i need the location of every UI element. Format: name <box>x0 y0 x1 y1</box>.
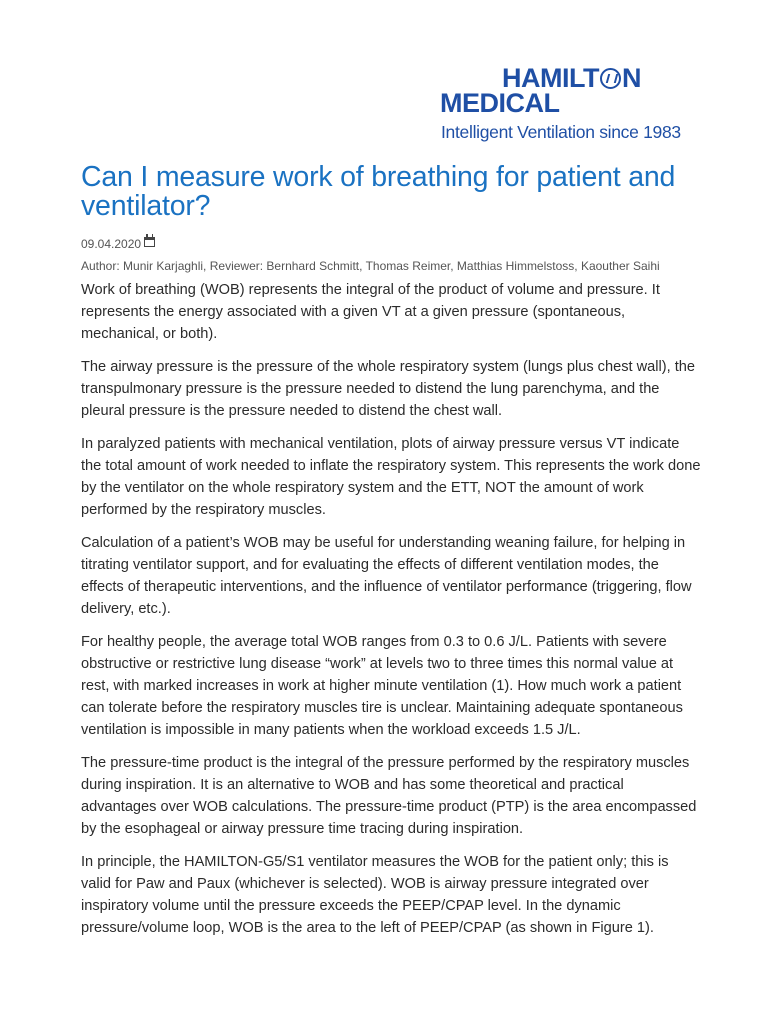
paragraph-2: The airway pressure is the pressure of the whole respiratory system (lungs plus chest wall), the transpulmonary pressure is the pressure needed to distend the lung parenchyma, and the pleural pressure is the pressure needed to distend the chest wall. <box>81 359 696 419</box>
calendar-icon <box>144 237 155 247</box>
logo-tagline: Intelligent Ventilation since 1983 <box>441 122 681 142</box>
article-date: 09.04.2020 <box>81 237 142 251</box>
paragraph-5: For healthy people, the average total WOB ranges from 0.3 to 0.6 J/L. Patients with severe obstructive or restrictive lung disease “work” at levels two to three times this normal value at rest, with marked increases in work at higher minute ventilation (1). How much work a patient can tolerate before the respiratory muscles tire is unclear. Maintaining adequate spontaneous ventilation is impossible in many patients when the workload exceeds 1.5 J/L. <box>81 634 683 738</box>
logo-wordmark-part2: N <box>621 63 641 93</box>
logo-line-medical: MEDICAL <box>440 88 560 118</box>
paragraph-3: In paralyzed patients with mechanical ventilation, plots of airway pressure versus VT indicate the total amount of work needed to inflate the respiratory system. This represents the work done by the ventilator on the whole respiratory system and the ETT, NOT the amount of work performed by the respiratory muscles. <box>81 436 701 518</box>
article-title: Can I measure work of breathing for patient and ventilator? <box>81 161 676 222</box>
paragraph-6: The pressure-time product is the integral of the pressure performed by the respiratory muscles during inspiration. It is an alternative to WOB and has some theoretical and practical advantages over WOB calculations. The pressure-time product (PTP) is the area encompassed by the esophageal or airway pressure time tracing during inspiration. <box>81 755 697 837</box>
paragraph-7: In principle, the HAMILTON-G5/S1 ventilator measures the WOB for the patient only; this is valid for Paw and Paux (whichever is selected). WOB is airway pressure integrated over inspiratory volume until the pressure exceeds the PEEP/CPAP level. In the dynamic pressure/volume loop, WOB is the area to the left of PEEP/CPAP (as shown in Figure 1). <box>81 854 669 936</box>
logo-wordmark-part1: HAMILT <box>502 63 599 93</box>
article-date-row <box>81 237 155 251</box>
article-body <box>81 279 701 950</box>
paragraph-4: Calculation of a patient’s WOB may be useful for understanding weaning failure, for helping in titrating ventilator support, and for evaluating the effects of different ventilation modes, the effects of therapeutic interventions, and the influence of ventilator performance (triggering, flow delivery, etc.). <box>81 535 692 617</box>
hamilton-medical-logo <box>436 63 698 142</box>
article-authors: Author: Munir Karjaghli, Reviewer: Bernhard Schmitt, Thomas Reimer, Matthias Himmelstoss, Kaouther Saihi <box>81 259 660 273</box>
paragraph-1: Work of breathing (WOB) represents the integral of the product of volume and pressure. It represents the energy associated with a given VT at a given pressure (spontaneous, mechanical, or both). <box>81 282 660 342</box>
hamilton-seal-icon <box>600 68 621 89</box>
